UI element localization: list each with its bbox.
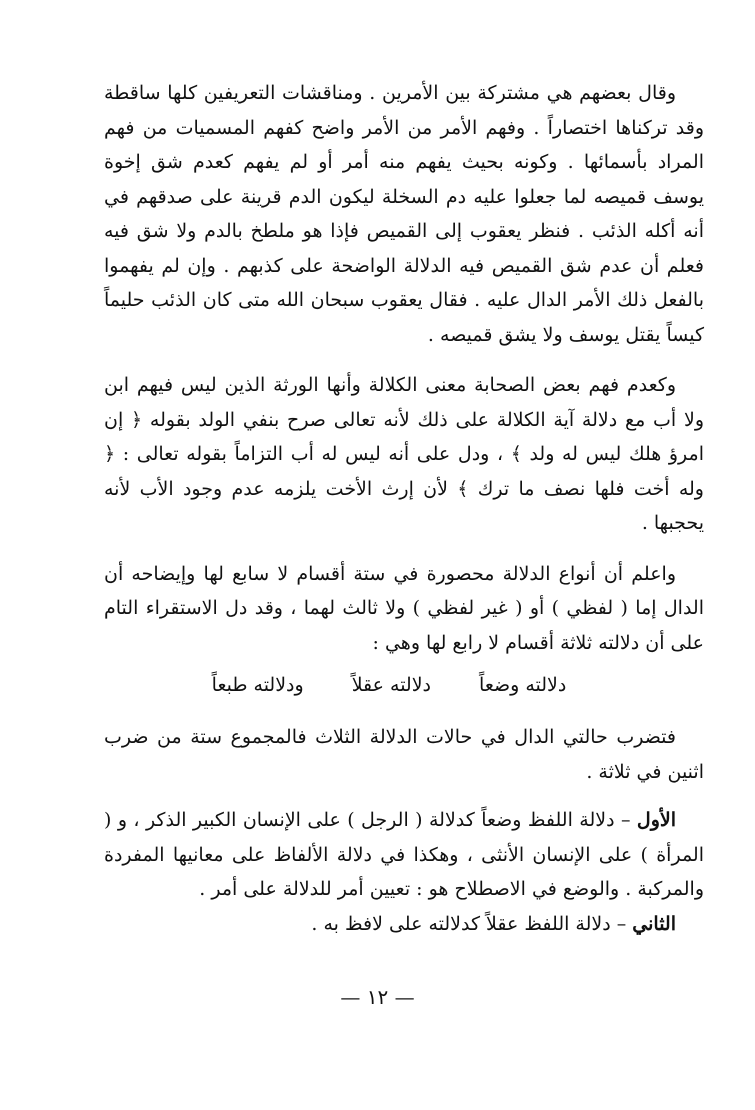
paragraph-shirt-example: وقال بعضهم هي مشتركة بين الأمرين . ومناقشات التعريفين كلها ساقطة وقد تركناها اختصاراً . وفهم الأمر من الأمر واضح كفهم المسميات من فهم المراد بأسمائها . وكونه بحيث يفهم منه أمر أو لم يفهم كعدم شق إخوة يوسف قميصه لما جعلوا عليه دم السخلة ليكون الدم قرينة على صدقهم في أنه أكله الذئب . فنظر يعقوب إلى القميص فإذا هو ملطخ بالدم ولا شق فيه فعلم أن عدم شق القميص فيه الدلالة الواضحة على كذبهم . وإن لم يفهموا بالفعل ذلك الأمر الدال عليه . فقال يعقوب سبحان الله متى كان الذئب حليماً كيساً يقتل يوسف ولا يشق قميصه . [104,82,704,346]
paragraph-kalala-example: وكعدم فهم بعض الصحابة معنى الكلالة وأنها الورثة الذين ليس فيهم ابن ولا أب مع دلالة آية الكلالة على ذلك لأنه تعالى صرح بنفي الولد بقوله ﴿ إن امرؤ هلك ليس له ولد ﴾ ، ودل على أنه ليس له أب التزاماً بقوله تعالى : ﴿ وله أخت فلها نصف ما ترك ﴾ لأن إرث الأخت يلزمه عدم وجود الأب لأنه يحجبها . [104,374,704,534]
paragraph-multiplication: فتضرب حالتي الدال في حالات الدلالة الثلاث فالمجموع ستة من ضرب اثنين في ثلاثة . [104,726,704,783]
section-second [104,907,704,942]
page-body [104,76,704,941]
type-wad: دلالته وضعاً [479,674,567,696]
section-second-text: – دلالة اللفظ عقلاً كدلالته على لافظ به . [311,912,633,935]
section-first-lead: الأول [636,809,676,831]
section-first-text: – دلالة اللفظ وضعاً كدلالة ( الرجل ) على الإنسان الكبير الذكر ، و ( المرأة ) على الإنسان الأنثى ، وهكذا في دلالة الألفاظ على معانيها المفردة والمركبة . والوضع في الاصطلاح هو : تعيين أمر للدلالة على أمر . [104,809,704,900]
section-first [104,803,704,907]
dalala-types-list [104,668,704,702]
type-tab: ودلالته طبعاً [211,674,304,696]
type-aql: دلالته عقلاً [351,674,432,696]
page-number: — ١٢ — [340,985,415,1009]
paragraph-types-intro: واعلم أن أنواع الدلالة محصورة في ستة أقسام لا سابع لها وإيضاحه أن الدال إما ( لفظي ) أو ( غير لفظي ) ولا ثالث لهما ، وقد دل الاستقراء التام على أن دلالته ثلاثة أقسام لا رابع لها وهي : [104,562,704,654]
section-second-lead: الثاني [632,912,676,935]
